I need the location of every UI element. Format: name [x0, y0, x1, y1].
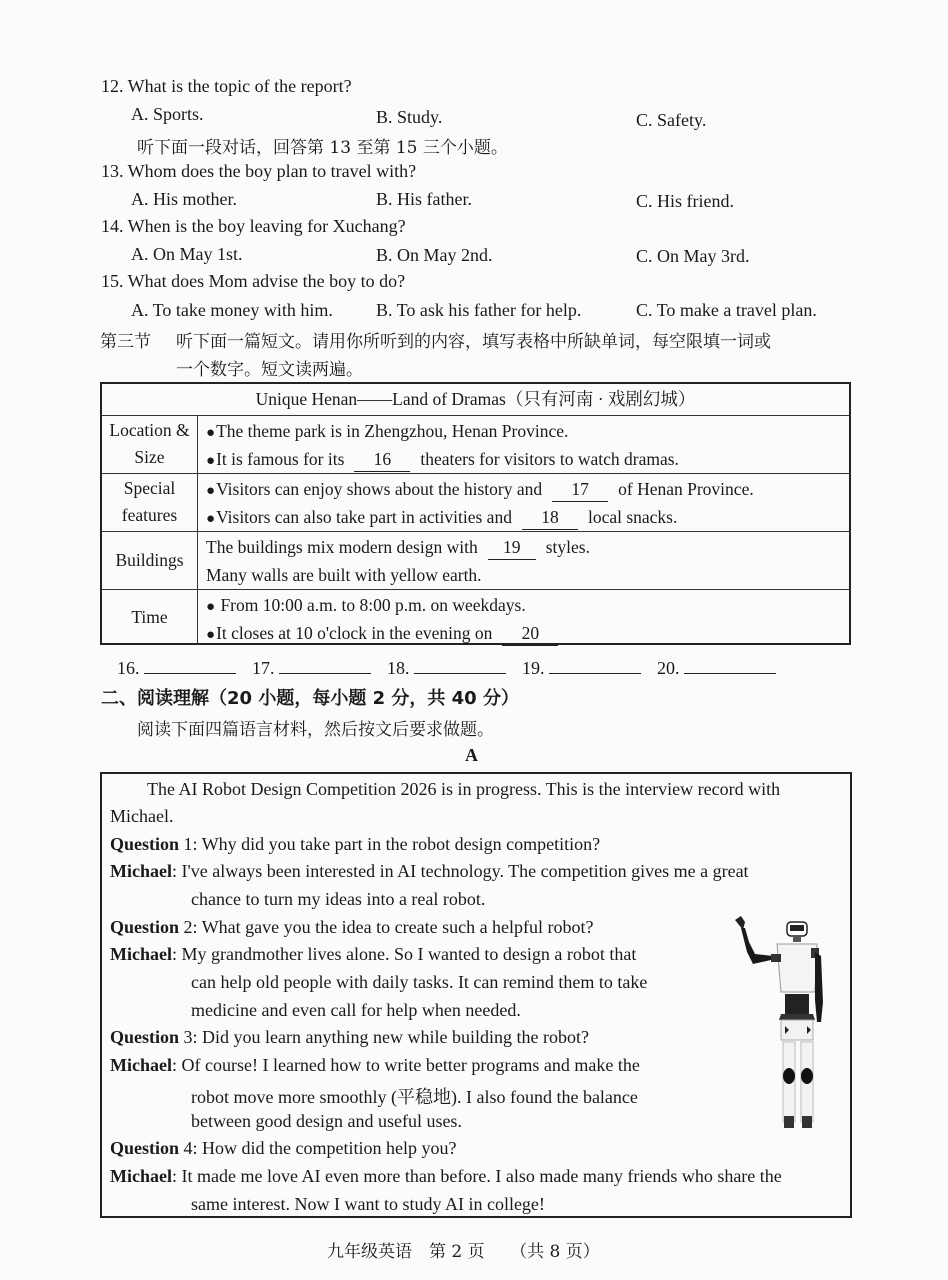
answer-blank-17[interactable] — [279, 655, 371, 674]
row-text: It is famous for its — [216, 449, 345, 469]
question-label: Question — [110, 1027, 180, 1047]
michael-label: Michael — [110, 861, 172, 881]
q13-option-b: B. His father. — [376, 189, 472, 209]
answer-2-cont: can help old people with daily tasks. It can remind them to take — [191, 972, 648, 992]
answer-line — [117, 655, 788, 679]
row-label: Time — [102, 589, 198, 645]
answer-4-cont: same interest. Now I want to study AI in college! — [191, 1194, 545, 1214]
answer-text: My grandmother lives alone. So I wanted to design a robot that — [181, 944, 637, 964]
q13-option-a: A. His mother. — [131, 189, 237, 209]
q12-option-c: C. Safety. — [636, 110, 707, 130]
answer-text: I've always been interested in AI technology. The competition gives me a great — [181, 861, 749, 881]
answer-blank-19[interactable] — [549, 655, 641, 674]
row-text: theaters for visitors to watch dramas. — [420, 449, 679, 469]
answer-3-cont: between good design and useful uses. — [191, 1111, 462, 1131]
row-text: local snacks. — [587, 507, 678, 527]
table-title: Unique Henan——Land of Dramas（只有河南 · 戏剧幻城） — [102, 384, 849, 416]
blank-20[interactable]: 20 — [502, 621, 558, 646]
q14-option-b: B. On May 2nd. — [376, 245, 493, 265]
answer-label-16: 16. — [117, 658, 140, 678]
blank-16[interactable]: 16 — [354, 447, 410, 472]
answer-4 — [110, 1166, 782, 1187]
answer-3-cont: robot move more smoothly (平稳地). I also found the balance — [191, 1087, 638, 1107]
reading-instruction: 阅读下面四篇语言材料，然后按文后要求做题。 — [137, 720, 494, 740]
row-label — [102, 473, 198, 531]
passage-label: A — [465, 745, 478, 765]
row-text: It closes at 10 o'clock in the evening on — [216, 623, 493, 643]
table-row-time — [102, 589, 849, 645]
row-text: The theme park is in Zhengzhou, Henan Province. — [216, 421, 569, 441]
section3-instruction-line2: 一个数字。短文读两遍。 — [176, 360, 363, 380]
row-text: styles. — [545, 537, 590, 557]
colon: : — [171, 861, 177, 881]
bullet-icon: ● — [206, 453, 216, 469]
section3-label: 第三节 — [100, 332, 151, 352]
colon: : — [171, 1055, 177, 1075]
passage-a-box — [100, 772, 852, 1218]
row-text: Many walls are built with yellow earth. — [206, 565, 482, 585]
instruction-13-15: 听下面一段对话，回答第 13 至第 15 三个小题。 — [137, 138, 508, 158]
answer-label-18: 18. — [387, 658, 410, 678]
label-line: Special — [123, 478, 176, 498]
q15-option-c: C. To make a travel plan. — [636, 300, 817, 320]
michael-label: Michael — [110, 1055, 172, 1075]
michael-label: Michael — [110, 1166, 172, 1186]
table-row-location-size — [102, 415, 849, 474]
label-line: features — [121, 505, 178, 525]
label-line: Size — [134, 447, 165, 467]
bullet-icon: ● — [206, 599, 216, 615]
question-text: 3: Did you learn anything new while building the robot? — [179, 1027, 589, 1047]
question-14: 14. When is the boy leaving for Xuchang? — [101, 216, 406, 236]
blank-17[interactable]: 17 — [552, 477, 608, 502]
q14-option-a: A. On May 1st. — [131, 244, 243, 264]
row-label — [102, 415, 198, 473]
answer-label-19: 19. — [522, 658, 545, 678]
answer-2 — [110, 944, 636, 965]
q13-option-c: C. His friend. — [636, 191, 734, 211]
answer-blank-18[interactable] — [414, 655, 506, 674]
page-footer: 九年级英语 第 2 页 （共 8 页） — [327, 1242, 600, 1262]
table-row-special-features — [102, 473, 849, 532]
colon: : — [171, 1166, 177, 1186]
answer-blank-16[interactable] — [144, 655, 236, 674]
blank-18[interactable]: 18 — [522, 505, 578, 530]
intro-line: The AI Robot Design Competition 2026 is in progress. This is the interview record with — [147, 779, 781, 799]
question-label: Question — [110, 1138, 180, 1158]
question-13: 13. Whom does the boy plan to travel with? — [101, 161, 417, 181]
colon: : — [171, 944, 177, 964]
section3-instruction-line1: 听下面一篇短文。请用你所听到的内容，填写表格中所缺单词，每空限填一词或 — [176, 332, 771, 352]
question-15: 15. What does Mom advise the boy to do? — [101, 271, 406, 291]
answer-blank-20[interactable] — [684, 655, 776, 674]
question-text: 1: Why did you take part in the robot design competition? — [179, 834, 601, 854]
row-text: Visitors can enjoy shows about the history and — [216, 479, 543, 499]
question-text: 4: How did the competition help you? — [179, 1138, 457, 1158]
bullet-icon: ● — [206, 483, 216, 499]
answer-text: Of course! I learned how to write better programs and make the — [181, 1055, 640, 1075]
bullet-icon: ● — [206, 425, 216, 441]
row-text: From 10:00 a.m. to 8:00 p.m. on weekdays. — [220, 595, 526, 615]
michael-label: Michael — [110, 944, 172, 964]
row-text: of Henan Province. — [618, 479, 754, 499]
question-2 — [110, 917, 594, 938]
question-label: Question — [110, 834, 180, 854]
table-row-buildings — [102, 531, 849, 590]
label-line: Location & — [109, 420, 190, 440]
bullet-icon: ● — [206, 511, 216, 527]
question-label: Question — [110, 917, 180, 937]
q15-option-a: A. To take money with him. — [131, 300, 333, 320]
q14-option-c: C. On May 3rd. — [636, 246, 750, 266]
reading-section-title: 二、阅读理解（20 小题，每小题 2 分，共 40 分） — [101, 688, 519, 709]
answer-1 — [110, 861, 749, 882]
blank-19[interactable]: 19 — [488, 535, 536, 560]
answer-label-17: 17. — [252, 658, 275, 678]
intro-line: Michael. — [110, 806, 174, 826]
henan-dramas-table — [100, 382, 851, 645]
question-1 — [110, 834, 600, 855]
question-text: 2: What gave you the idea to create such a helpful robot? — [179, 917, 594, 937]
q12-option-a: A. Sports. — [131, 104, 204, 124]
answer-2-cont: medicine and even call for help when needed. — [191, 1000, 521, 1020]
question-4 — [110, 1138, 456, 1159]
bullet-icon: ● — [206, 627, 216, 643]
answer-text: It made me love AI even more than before. I also made many friends who share the — [181, 1166, 782, 1186]
q15-option-b: B. To ask his father for help. — [376, 300, 582, 320]
question-3 — [110, 1027, 589, 1048]
q12-option-b: B. Study. — [376, 107, 443, 127]
answer-3 — [110, 1055, 640, 1076]
row-label: Buildings — [102, 531, 198, 589]
robot-illustration-icon — [727, 912, 827, 1142]
answer-1-cont: chance to turn my ideas into a real robot. — [191, 889, 486, 909]
row-text: Visitors can also take part in activities and — [216, 507, 512, 527]
question-12: 12. What is the topic of the report? — [101, 76, 352, 96]
row-text: The buildings mix modern design with — [206, 537, 478, 557]
answer-label-20: 20. — [657, 658, 680, 678]
